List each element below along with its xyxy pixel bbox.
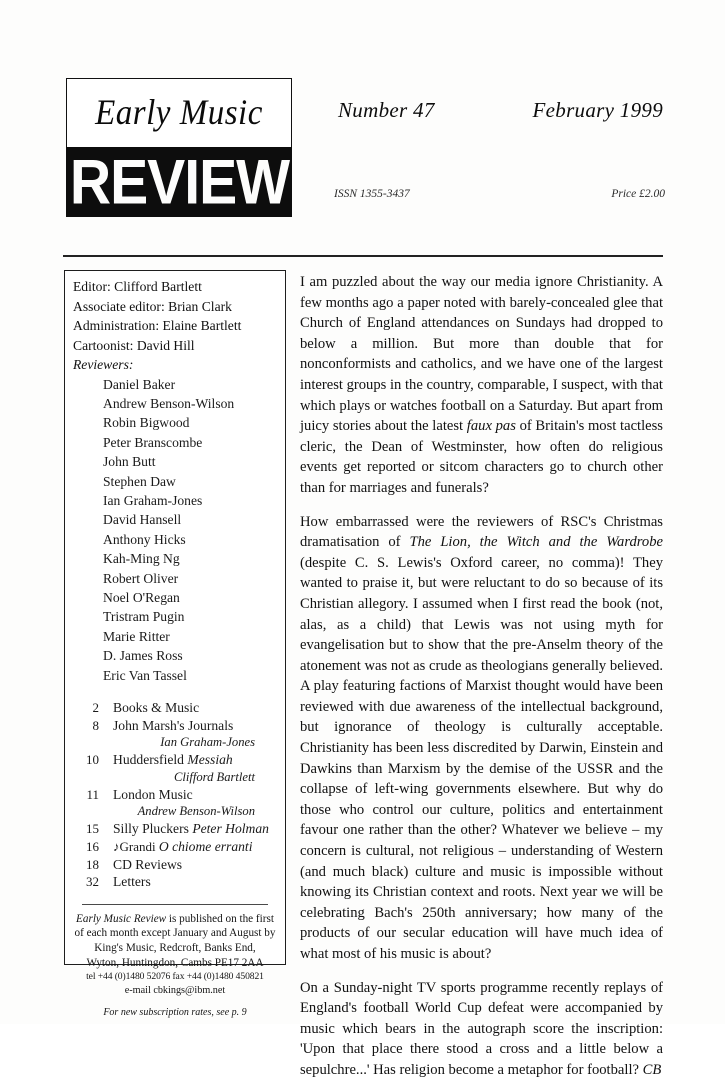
music-note-icon: ♪Grandi — [113, 838, 159, 854]
contents-author: Ian Graham-Jones — [160, 735, 255, 750]
reviewer-name: Eric Van Tassel — [103, 667, 187, 683]
editorial-signature: CB — [642, 1061, 662, 1078]
issn-price-line — [330, 188, 675, 200]
issn-text: ISSN 1355-3437 — [334, 188, 410, 200]
contents-page-number: 8 — [92, 717, 99, 733]
reviewer-name: D. James Ross — [103, 648, 183, 664]
reviewer-list — [73, 375, 277, 686]
editorial-book-title: The Lion, the Witch and the Wardrobe — [409, 534, 663, 551]
reviewers-label: Reviewers: — [73, 357, 134, 372]
contents-page-number: 11 — [86, 786, 99, 802]
editorial-paragraph-3: On a Sunday-night TV sports programme recently replays of England's football World Cup defeat were accompanied by music which bears in the autograph score the inscription: 'Upon that place there stood a cross and a little below a sepulchre...' Has religion become a metaphor for football? CB — [300, 979, 663, 1078]
contents-page-number: 18 — [86, 856, 99, 872]
editorial-paragraph-2: How embarrassed were the reviewers of RSC's Christmas dramatisation of The Lion, the Witch and the Wardrobe (despite C. S. Lewis's Oxford career, no comma)! They wanted to praise it, but were reluctant to do so because of its Christian allegory. I assumed when I first read the book (not, alas, as a child) that Lewis was not using myth for evangelisation but to show that the pre-Anselm theory of the atonement was not as crude as theologians generally believed. A play featuring factions of Marxist thought would have been reviewed with due awareness of the intellectual background, but ignorance of theology is culturally acceptable. Christianity has been less discredited by Darwin, Einstein and Dawkins than Marxism by the demise of the USSR and the collapse of left-wing governments elsewhere. But why do those who control our culture, politics and entertainment favour one rather than the other? Whatever we believe – my concern is cultural, not religious – understanding of Western (and much black) culture and music is impossible without knowing its Christian context and roots. Next year we will be celebrating Bach's 250th anniversary; how many of the products of our secular education will have much idea of what most of his music is about? — [300, 513, 663, 962]
reviewer-name: Stephen Daw — [103, 473, 176, 489]
issue-date: February 1999 — [532, 98, 663, 122]
contents-item[interactable] — [73, 856, 277, 874]
publisher-email[interactable]: e-mail cbkings@ibm.net — [124, 985, 226, 997]
editorial-paragraph-1: I am puzzled about the way our media ignore Christianity. A few months ago a paper noted with barely-concealed glee that Church of England attendances on Sundays had dropped to below a million. But more than double that for nonconformists and catholics, and we have one of the largest interest groups in the country, comparable, I suspect, with that which plays or watches football on a Saturday. But apart from juicy stories about the latest faux pas of Britain's most tactless cleric, the Dean of Westminster, how often do religious events get reported or sitcom characters go to church other than for marriages and funerals? — [300, 274, 663, 496]
contents-title: ♪Grandi O chiome erranti — [113, 838, 253, 854]
editorial-column — [300, 272, 663, 1081]
contents-item[interactable] — [73, 751, 277, 769]
contents-item[interactable] — [73, 786, 277, 804]
publisher-line-3: King's Music, Redcroft, Banks End, — [94, 941, 256, 954]
publisher-tel-fax: tel +44 (0)1480 52076 fax +44 (0)1480 450821 — [86, 971, 264, 983]
contents-title: London Music — [113, 786, 193, 802]
reviewer-name: Noel O'Regan — [103, 589, 180, 605]
masthead-title-review: REVIEW — [69, 147, 289, 217]
reviewer-name: Andrew Benson-Wilson — [103, 395, 235, 411]
reviewer-name: Anthony Hicks — [103, 531, 186, 547]
contents-page-number: 10 — [86, 752, 99, 768]
contents-author: Andrew Benson-Wilson — [137, 804, 255, 819]
price-text: Price £2.00 — [611, 188, 665, 200]
issue-line — [330, 98, 675, 123]
header-divider-rule — [63, 255, 663, 257]
reviewer-name: Robert Oliver — [103, 570, 179, 586]
contents-item[interactable] — [73, 838, 277, 856]
sidebar-box — [64, 270, 286, 1019]
publisher-line-2: of each month except January and August by — [74, 927, 276, 940]
contents-title: Huddersfield Messiah — [113, 752, 233, 768]
staff-cartoonist: Cartoonist: David Hill — [73, 337, 195, 353]
contents-page-number: 32 — [86, 874, 99, 890]
staff-associate-editor: Associate editor: Brian Clark — [73, 298, 232, 314]
reviewer-name: Kah-Ming Ng — [103, 551, 180, 567]
reviewer-name: John Butt — [103, 454, 156, 470]
publisher-line-1: Early Music Review is published on the first — [76, 912, 274, 925]
masthead-review-box — [66, 147, 292, 217]
contents-title: Letters — [113, 874, 151, 890]
contents-page-number: 15 — [86, 821, 99, 837]
reviewer-name: Peter Branscombe — [103, 434, 203, 450]
contents-title: CD Reviews — [113, 856, 183, 872]
publisher-masthead-italic: Early Music Review — [76, 912, 167, 925]
editorial-italic-phrase: faux pas — [466, 418, 516, 435]
publisher-divider-rule — [82, 904, 268, 905]
publisher-line-4: Wyton, Huntingdon, Cambs PE17 2AA — [86, 956, 264, 969]
staff-administration: Administration: Elaine Bartlett — [73, 318, 242, 333]
masthead-title-box — [66, 78, 292, 147]
contents-title: John Marsh's Journals — [113, 717, 234, 733]
contents-page-number: 2 — [92, 700, 99, 715]
contents-author: Clifford Bartlett — [173, 769, 255, 784]
contents-title: Books & Music — [113, 700, 200, 715]
reviewer-name: Marie Ritter — [103, 628, 170, 644]
issue-number: Number 47 — [338, 98, 435, 122]
contents-title: Silly Pluckers Peter Holman — [113, 821, 269, 837]
contents-item[interactable] — [73, 820, 277, 838]
staff-editor: Editor: Clifford Bartlett — [73, 279, 202, 294]
contents-list — [73, 699, 277, 891]
reviewer-name: Robin Bigwood — [103, 415, 190, 431]
contents-item[interactable] — [73, 873, 277, 891]
reviewer-name: Ian Graham-Jones — [103, 492, 203, 508]
masthead-logo — [66, 78, 292, 216]
contents-page-number: 16 — [86, 838, 99, 854]
reviewer-name: Tristram Pugin — [103, 609, 185, 625]
subscription-note: For new subscription rates, see p. 9 — [103, 1007, 247, 1019]
publisher-block — [73, 912, 277, 1021]
contents-item[interactable] — [73, 699, 277, 717]
staff-list — [73, 277, 277, 375]
contents-item[interactable] — [73, 717, 277, 735]
reviewer-name: David Hansell — [103, 512, 182, 528]
masthead-title-script: Early Music — [95, 93, 263, 132]
reviewer-name: Daniel Baker — [103, 376, 176, 392]
